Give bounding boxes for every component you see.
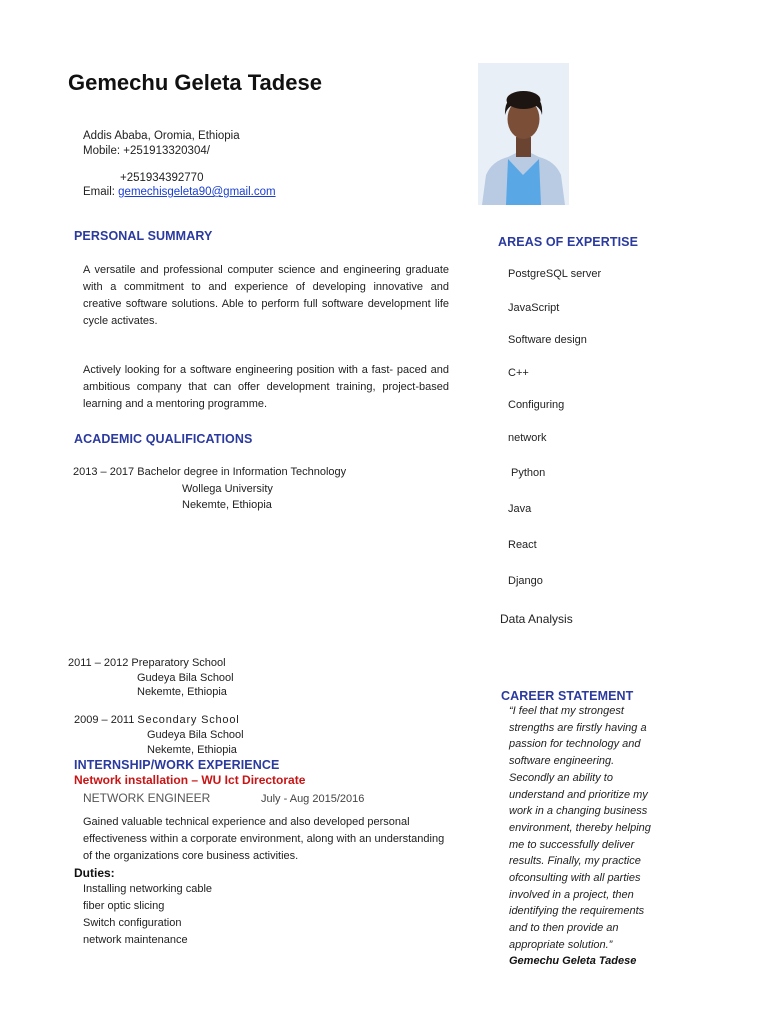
academic-period: 2013 – 2017 xyxy=(73,466,135,478)
address: Addis Ababa, Oromia, Ethiopia xyxy=(83,130,240,142)
expertise-item: Django xyxy=(508,575,543,587)
person-photo-icon xyxy=(478,63,569,205)
academic-school: Gudeya Bila School xyxy=(137,672,234,684)
expertise-item: PostgreSQL server xyxy=(508,268,602,280)
email-link[interactable]: gemechisgeleta90@gmail.com xyxy=(118,186,276,198)
internship-organization: Network installation – WU Ict Directorate xyxy=(74,773,306,787)
expertise-item: Configuring xyxy=(508,399,565,411)
duty-item: Installing networking cable xyxy=(83,883,213,895)
expertise-item: network xyxy=(508,432,547,444)
expertise-item: Python xyxy=(511,467,546,479)
academic-title: Bachelor degree in Information Technology xyxy=(137,466,347,478)
internship-period: July - Aug 2015/2016 xyxy=(261,793,365,805)
internship-heading: INTERNSHIP/WORK EXPERIENCE xyxy=(74,758,280,772)
email-line xyxy=(83,186,276,198)
expertise-item: C++ xyxy=(508,367,529,379)
duty-item: network maintenance xyxy=(83,934,188,946)
expertise-item: React xyxy=(508,539,537,551)
academic-entry-2-line xyxy=(68,657,226,669)
candidate-name: Gemechu Geleta Tadese xyxy=(68,70,322,95)
academic-entry-1-line xyxy=(73,466,346,478)
expertise-heading: AREAS OF EXPERTISE xyxy=(498,235,639,249)
internship-role: NETWORK ENGINEER xyxy=(83,791,211,805)
academic-location: Nekemte, Ethiopia xyxy=(137,686,227,698)
career-statement-author: Gemechu Geleta Tadese xyxy=(509,955,637,967)
duty-item: Switch configuration xyxy=(83,917,182,929)
expertise-item: Data Analysis xyxy=(500,612,573,626)
academic-period: 2009 – 2011 xyxy=(74,714,135,726)
academic-location: Nekemte, Ethiopia xyxy=(147,744,237,756)
career-statement-heading: CAREER STATEMENT xyxy=(501,689,634,703)
academic-school: Wollega University xyxy=(182,483,273,495)
summary-paragraph-2: Actively looking for a software engineering position with a fast- paced and ambitious company that can offer development training, project-based learning and a mentoring programme. xyxy=(83,364,449,410)
expertise-item: Software design xyxy=(508,334,587,346)
internship-description: Gained valuable technical experience and also developed personal effectiveness within a corporate environment, along with an understanding of the organizations core business activities. xyxy=(83,816,445,862)
academic-title: Preparatory School xyxy=(131,657,226,669)
academic-title: Secondary School xyxy=(137,714,240,726)
academic-location: Nekemte, Ethiopia xyxy=(182,499,272,511)
duties-heading: Duties: xyxy=(74,866,115,880)
mobile-secondary: +251934392770 xyxy=(120,172,204,184)
personal-summary-heading: PERSONAL SUMMARY xyxy=(74,229,213,243)
mobile-primary: Mobile: +251913320304/ xyxy=(83,145,210,157)
profile-photo xyxy=(478,63,569,205)
expertise-item: JavaScript xyxy=(508,302,560,314)
duty-item: fiber optic slicing xyxy=(83,900,165,912)
academic-heading: ACADEMIC QUALIFICATIONS xyxy=(74,432,253,446)
career-statement-text: “I feel that my strongest strengths are firstly having a passion for technology and software engineering. Secondly an ability to understand and prioritize my work in a changing business environment, thereby helping me to successfully deliver results. Finally, my practice ofconsulting with all parties involved in a project, then identifying the requirements and to then provide an appropriate solution.” xyxy=(509,705,651,951)
academic-school: Gudeya Bila School xyxy=(147,729,244,741)
academic-period: 2011 – 2012 xyxy=(68,657,129,669)
academic-entry-3-line xyxy=(74,714,240,726)
email-label: Email: xyxy=(83,186,119,198)
summary-paragraph-1: A versatile and professional computer science and engineering graduate with a commitment to and experience of developing innovative and creative software solutions. Able to perform full software development life cycle activates. xyxy=(83,264,449,327)
expertise-item: Java xyxy=(508,503,532,515)
